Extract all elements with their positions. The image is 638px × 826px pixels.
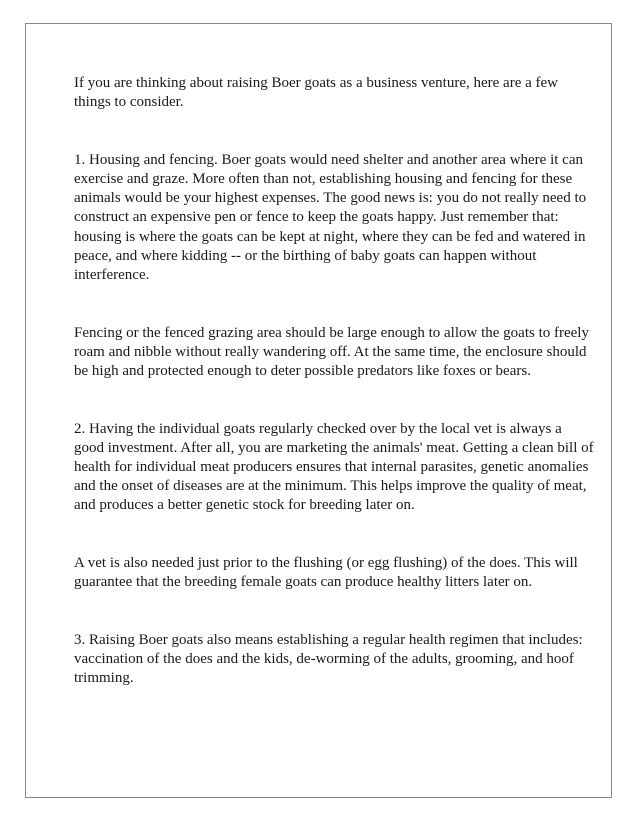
document-page xyxy=(25,23,612,798)
fencing-area-paragraph: Fencing or the fenced grazing area should be large enough to allow the goats to freely roam and nibble without really wandering off. At the same time, the enclosure should be high and protected enough to deter possible predators like foxes or bears. xyxy=(74,324,589,380)
vet-flushing-paragraph: A vet is also needed just prior to the flushing (or egg flushing) of the does. This will guarantee that the breeding female goats can produce healthy litters later on. xyxy=(74,555,578,591)
vet-checkup-paragraph: 2. Having the individual goats regularly checked over by the local vet is always a good investment. After all, you are marketing the animals' meat. Getting a clean bill of health for individual meat producers ensures that internal parasites, genetic anomalies and the onset of diseases are at the minimum. This helps improve the quality of meat, and produces a better genetic stock for breeding later on. xyxy=(74,420,594,514)
health-regimen-paragraph: 3. Raising Boer goats also means establishing a regular health regimen that includes: vaccination of the does and the kids, de-worming of the adults, grooming, and hoof trimming. xyxy=(74,631,583,687)
document-body xyxy=(74,74,594,688)
housing-fencing-paragraph: 1. Housing and fencing. Boer goats would need shelter and another area where it can exercise and graze. More often than not, establishing housing and fencing for these animals would be your highest expenses. The good news is: you do not really need to construct an expensive pen or fence to keep the goats happy. Just remember that: housing is where the goats can be kept at night, where they can be fed and watered in peace, and where kidding -- or the birthing of baby goats can happen without interference. xyxy=(74,151,587,284)
intro-paragraph: If you are thinking about raising Boer goats as a business venture, here are a few things to consider. xyxy=(74,75,559,111)
